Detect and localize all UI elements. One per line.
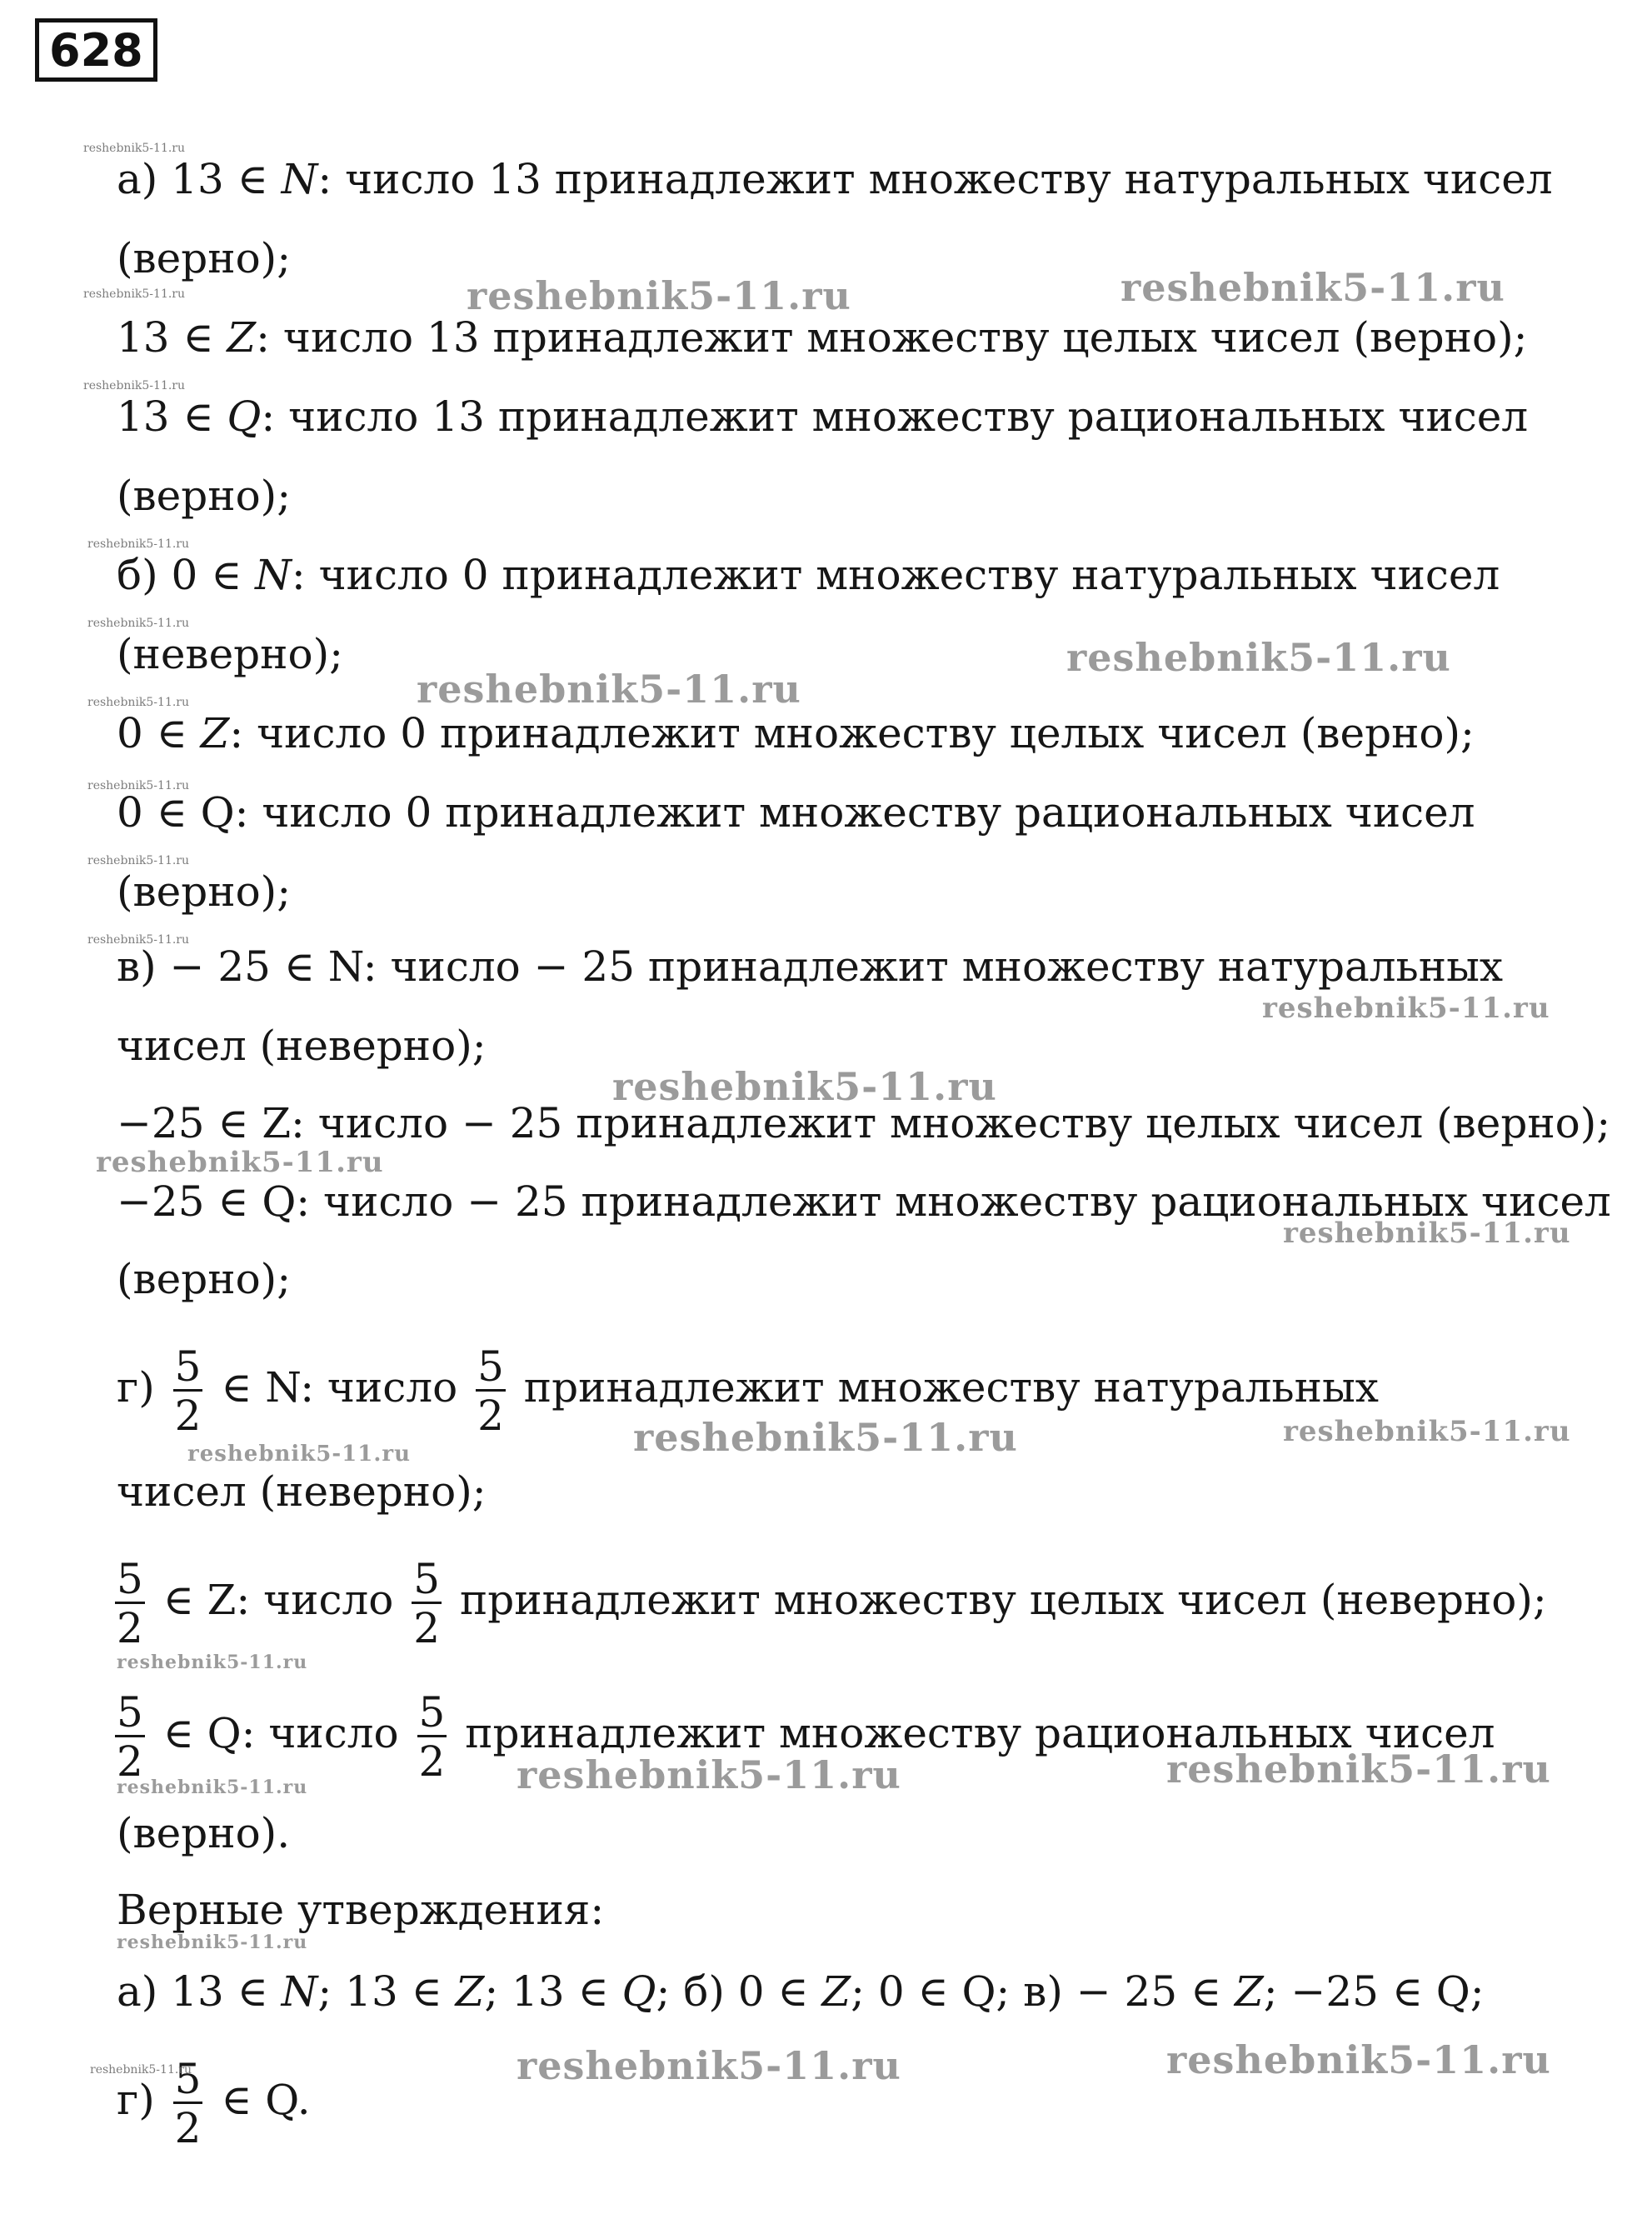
watermark: reshebnik5-11.ru	[90, 2063, 192, 2077]
line-a-13-n: а) 13 ∈ N: число 13 принадлежит множеству натуральных чисел	[117, 155, 1553, 203]
fraction: $\frac{5}{2}$	[477, 1342, 504, 1440]
line-verno-1: (верно);	[117, 234, 292, 282]
line-neverno-1: (неверно);	[117, 630, 343, 678]
watermark: reshebnik5-11.ru	[83, 287, 186, 301]
line-answer-g: г) $\frac{5}{2}$ ∈ Q.	[117, 2054, 311, 2152]
watermark: reshebnik5-11.ru	[1262, 992, 1550, 1025]
line-chisel-neverno-1: чисел (неверно);	[117, 1022, 487, 1070]
fraction: $\frac{5}{2}$	[117, 1554, 143, 1652]
watermark: reshebnik5-11.ru	[83, 379, 186, 392]
watermark: reshebnik5-11.ru	[1066, 635, 1451, 680]
line-frac-z: $\frac{5}{2}$ ∈ Z: число $\frac{5}{2}$ принадлежит множеству целых чисел (неверно);	[117, 1554, 1547, 1652]
watermark: reshebnik5-11.ru	[1283, 1415, 1571, 1448]
watermark: reshebnik5-11.ru	[87, 779, 190, 792]
problem-number: 628	[35, 18, 157, 82]
fraction: $\frac{5}{2}$	[413, 1554, 441, 1652]
fraction: $\frac{5}{2}$	[418, 1687, 446, 1786]
watermark: reshebnik5-11.ru	[417, 667, 801, 712]
line-13-q: 13 ∈ Q: число 13 принадлежит множеству рациональных чисел	[117, 392, 1529, 441]
line-verno-5: (верно).	[117, 1809, 291, 1857]
line-verno-4: (верно);	[117, 1255, 292, 1303]
line-13-z: 13 ∈ Z: число 13 принадлежит множеству целых чисел (верно);	[117, 313, 1528, 362]
watermark: reshebnik5-11.ru	[1283, 1217, 1571, 1250]
line-0-q: 0 ∈ Q: число 0 принадлежит множеству рациональных чисел	[117, 788, 1475, 837]
watermark: reshebnik5-11.ru	[87, 696, 190, 709]
watermark: reshebnik5-11.ru	[83, 142, 186, 155]
line-frac-q: $\frac{5}{2}$ ∈ Q: число $\frac{5}{2}$ принадлежит множеству рациональных чисел	[117, 1687, 1495, 1786]
line-g-frac-n: г) $\frac{5}{2}$ ∈ N: число $\frac{5}{2}$ принадлежит множеству натуральных	[117, 1342, 1379, 1440]
watermark: reshebnik5-11.ru	[187, 1442, 412, 1467]
line-answer-summary: а) 13 ∈ N; 13 ∈ Z; 13 ∈ Q; б) 0 ∈ Z; 0 ∈ Q; в) − 25 ∈ Z; −25 ∈ Q;	[117, 1967, 1485, 2016]
fraction: $\frac{5}{2}$	[117, 1687, 143, 1786]
watermark: reshebnik5-11.ru	[517, 1752, 901, 1797]
watermark: reshebnik5-11.ru	[467, 273, 851, 318]
correct-statements-heading: Верные утверждения:	[117, 1886, 605, 1934]
watermark: reshebnik5-11.ru	[87, 617, 190, 630]
line-minus25-q: −25 ∈ Q: число − 25 принадлежит множеству рациональных чисел	[117, 1177, 1611, 1226]
fraction: $\frac{5}{2}$	[174, 1342, 202, 1440]
line-v-minus25-n: в) − 25 ∈ N: число − 25 принадлежит множеству натуральных	[117, 942, 1504, 991]
line-0-z: 0 ∈ Z: число 0 принадлежит множеству целых чисел (верно);	[117, 709, 1475, 757]
watermark: reshebnik5-11.ru	[87, 933, 190, 947]
line-chisel-neverno-2: чисел (неверно);	[117, 1467, 487, 1516]
watermark: reshebnik5-11.ru	[87, 854, 190, 867]
line-minus25-z: −25 ∈ Z: число − 25 принадлежит множеству целых чисел (верно);	[117, 1099, 1611, 1147]
watermark: reshebnik5-11.ru	[1166, 2037, 1551, 2082]
line-verno-3: (верно);	[117, 867, 292, 916]
watermark: reshebnik5-11.ru	[633, 1415, 1018, 1460]
watermark: reshebnik5-11.ru	[87, 537, 190, 551]
line-b-0-n: б) 0 ∈ N: число 0 принадлежит множеству натуральных чисел	[117, 551, 1500, 599]
watermark: reshebnik5-11.ru	[612, 1064, 997, 1109]
watermark: reshebnik5-11.ru	[1166, 1747, 1551, 1792]
fraction: $\frac{5}{2}$	[174, 2054, 202, 2152]
line-verno-2: (верно);	[117, 472, 292, 520]
watermark: reshebnik5-11.ru	[117, 1777, 308, 1798]
watermark: reshebnik5-11.ru	[1120, 265, 1505, 310]
watermark: reshebnik5-11.ru	[517, 2043, 901, 2088]
watermark: reshebnik5-11.ru	[117, 1652, 308, 1673]
watermark: reshebnik5-11.ru	[117, 1932, 308, 1953]
watermark: reshebnik5-11.ru	[96, 1146, 384, 1179]
